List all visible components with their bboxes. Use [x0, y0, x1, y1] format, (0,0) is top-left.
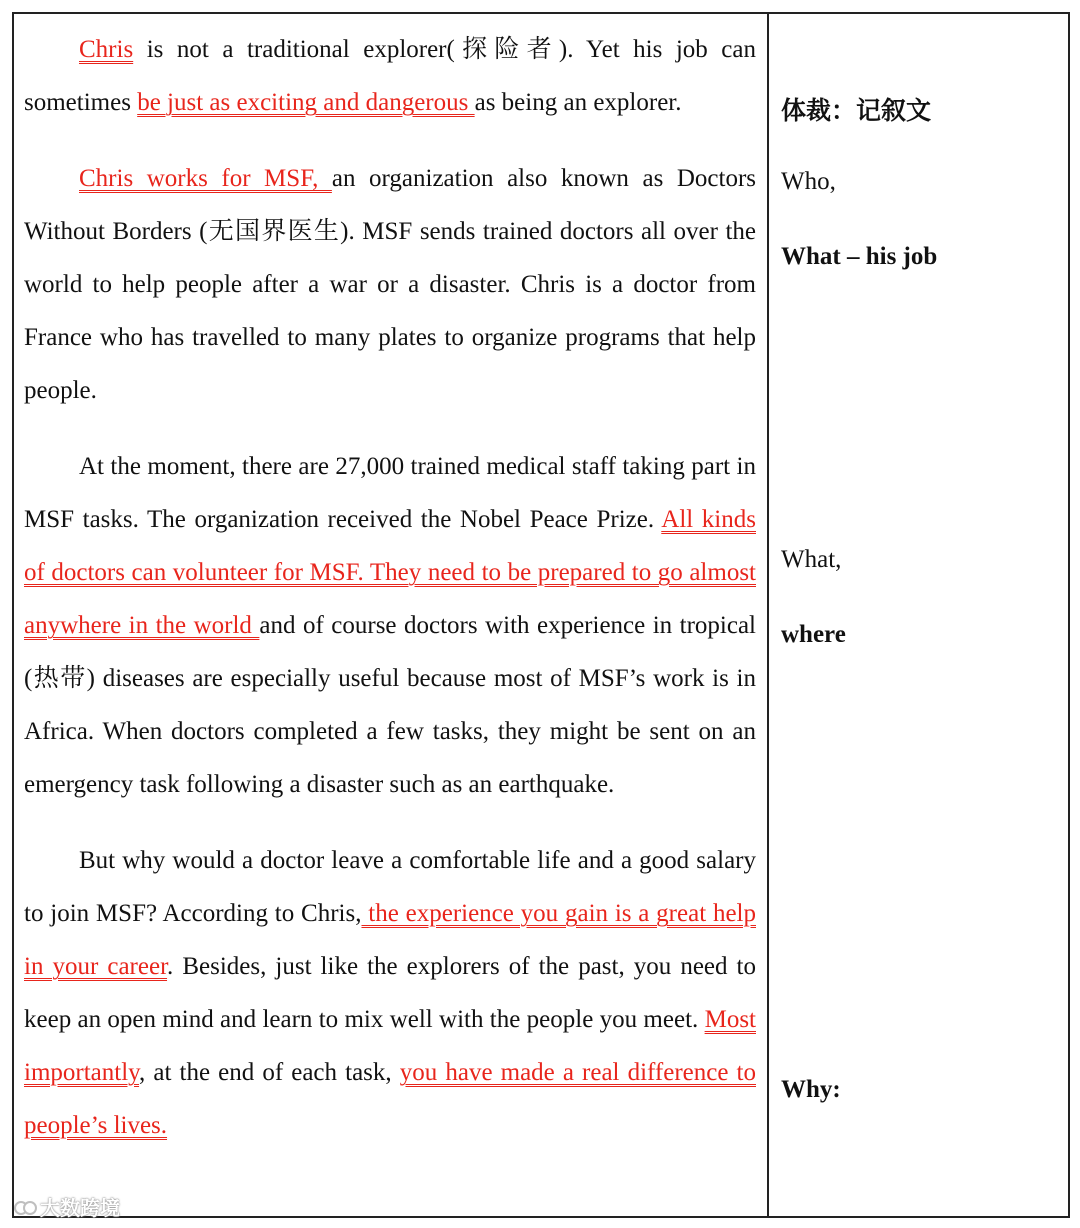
watermark-text: 大数跨境 — [40, 1196, 120, 1220]
passage-text: , at the end of each task, — [139, 1059, 400, 1086]
passage-column — [24, 23, 756, 1152]
highlighted-text: you have made a real difference to people’s lives. — [24, 1059, 756, 1139]
note-what: What, — [781, 546, 842, 573]
passage-text: . Besides, just like the explorers of the past, you need to keep an open mind and learn to mix well with the people you meet. — [24, 953, 756, 1033]
highlighted-text: Most importantly — [24, 1006, 756, 1086]
highlighted-text: the experience you gain is a great help in your career — [24, 900, 756, 980]
passage-text: and of course doctors with experience in tropical (热带) diseases are especially useful because most of MSF’s work is in Africa. When doctors completed a few tasks, they might be sent on an emergency task following a disaster such as an earthquake. — [24, 612, 756, 798]
passage-text: as being an explorer. — [474, 89, 682, 116]
note-who: Who, — [781, 168, 836, 195]
passage-text: an organization also known as Doctors Without Borders (无国界医生). MSF sends trained doctors all over the world to help people after a war or a disaster. Chris is a doctor from France who has travelled to many plates to organize programs that help people. — [24, 165, 756, 404]
note-genre: 体裁：记叙文 — [781, 98, 932, 125]
worksheet-table — [12, 12, 1070, 1218]
passage-paragraph — [24, 834, 756, 1152]
note-why: Why: — [781, 1076, 841, 1103]
highlighted-text: Chris — [79, 36, 134, 63]
highlighted-text: Chris works for MSF, — [79, 165, 332, 192]
watermark-logo-icon — [14, 1199, 36, 1215]
note-what-job: What – his job — [781, 243, 938, 270]
passage-paragraph — [24, 440, 756, 811]
passage-text: is not a traditional explorer(探险者). Yet his job can sometimes — [24, 36, 756, 116]
note-where: where — [781, 621, 846, 648]
column-divider — [767, 14, 769, 1216]
watermark — [14, 1192, 120, 1221]
passage-text: But why would a doctor leave a comfortable life and a good salary to join MSF? According to Chris, — [24, 847, 756, 927]
passage-paragraph — [24, 152, 756, 417]
passage-paragraph — [24, 23, 756, 129]
passage-text: At the moment, there are 27,000 trained medical staff taking part in MSF tasks. The organization received the Nobel Peace Prize. — [24, 453, 756, 533]
highlighted-text: All kinds of doctors can volunteer for MSF. They need to be prepared to go almost anywhere in the world — [24, 506, 756, 639]
highlighted-text: be just as exciting and dangerous — [137, 89, 475, 116]
